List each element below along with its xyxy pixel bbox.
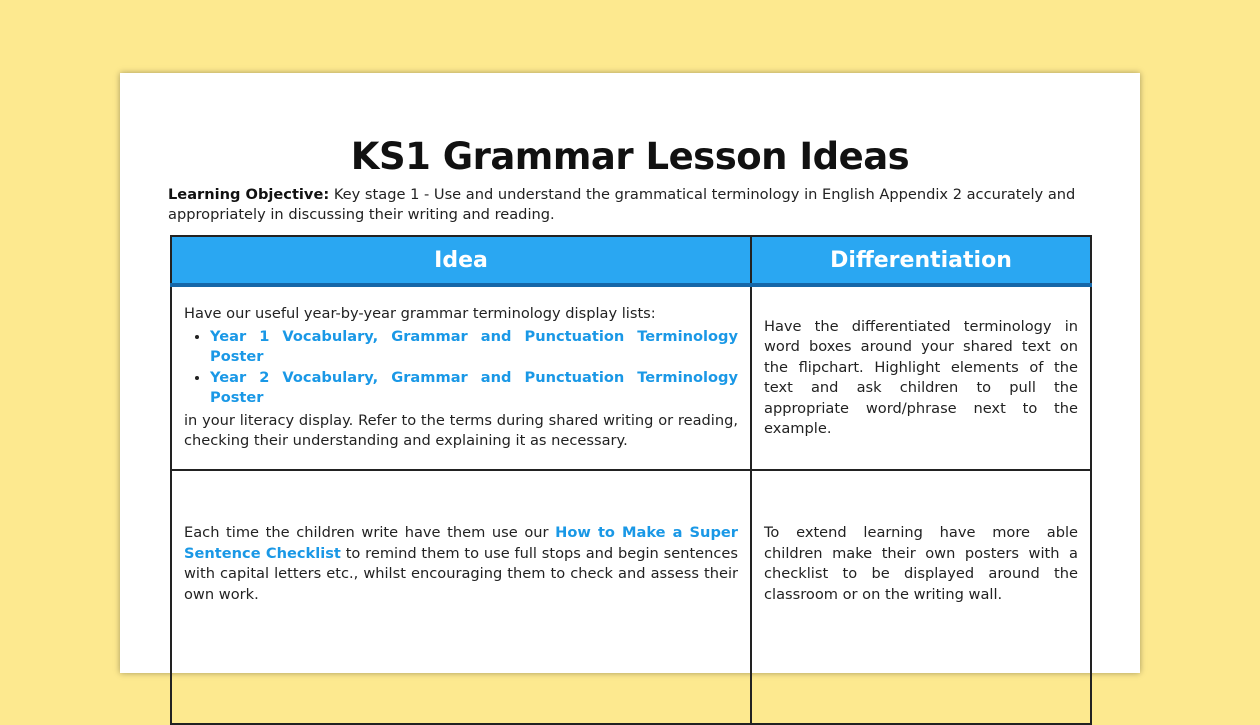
super-sentence-checklist-link[interactable]: How to Make a Super Sentence Checklist xyxy=(184,524,738,562)
differentiation-cell: Have the differentiated terminology in word boxes around your shared text on the flipchart. Highlight elements of the text and ask children to pull the appropriate word/phrase next to the example. xyxy=(751,285,1091,470)
year2-poster-link[interactable]: Year 2 Vocabulary, Grammar and Punctuation Terminology Poster xyxy=(210,368,738,407)
idea-cell xyxy=(171,470,751,724)
document-page xyxy=(120,73,1140,673)
header-differentiation: Differentiation xyxy=(751,236,1091,285)
table-row xyxy=(171,285,1091,470)
list-item xyxy=(210,327,738,368)
table-row xyxy=(171,470,1091,724)
learning-objective xyxy=(168,185,1098,225)
idea-text-before: Each time the children write have them use our xyxy=(184,524,556,541)
year1-poster-link[interactable]: Year 1 Vocabulary, Grammar and Punctuation Terminology Poster xyxy=(210,327,738,366)
idea-text-after: to remind them to use full stops and begin sentences with capital letters etc., whilst encouraging them to check and assess their own work. xyxy=(184,544,738,603)
objective-label: Learning Objective: xyxy=(168,186,330,203)
objective-text: Key stage 1 - Use and understand the grammatical terminology in English Appendix 2 accurately and appropriately in discussing their writing and reading. xyxy=(168,186,1076,223)
idea-outro: in your literacy display. Refer to the terms during shared writing or reading, checking their understanding and explaining it as necessary. xyxy=(184,411,738,450)
table-header-row xyxy=(171,236,1091,285)
header-idea: Idea xyxy=(171,236,751,285)
poster-list xyxy=(184,327,738,409)
list-item xyxy=(210,368,738,409)
differentiation-cell: To extend learning have more able children make their own posters with a checklist to be displayed around the classroom or on the writing wall. xyxy=(751,470,1091,724)
page-title: KS1 Grammar Lesson Ideas xyxy=(350,135,910,178)
idea-cell xyxy=(171,285,751,470)
lesson-ideas-table xyxy=(170,235,1092,725)
idea-intro: Have our useful year-by-year grammar terminology display lists: xyxy=(184,305,656,323)
